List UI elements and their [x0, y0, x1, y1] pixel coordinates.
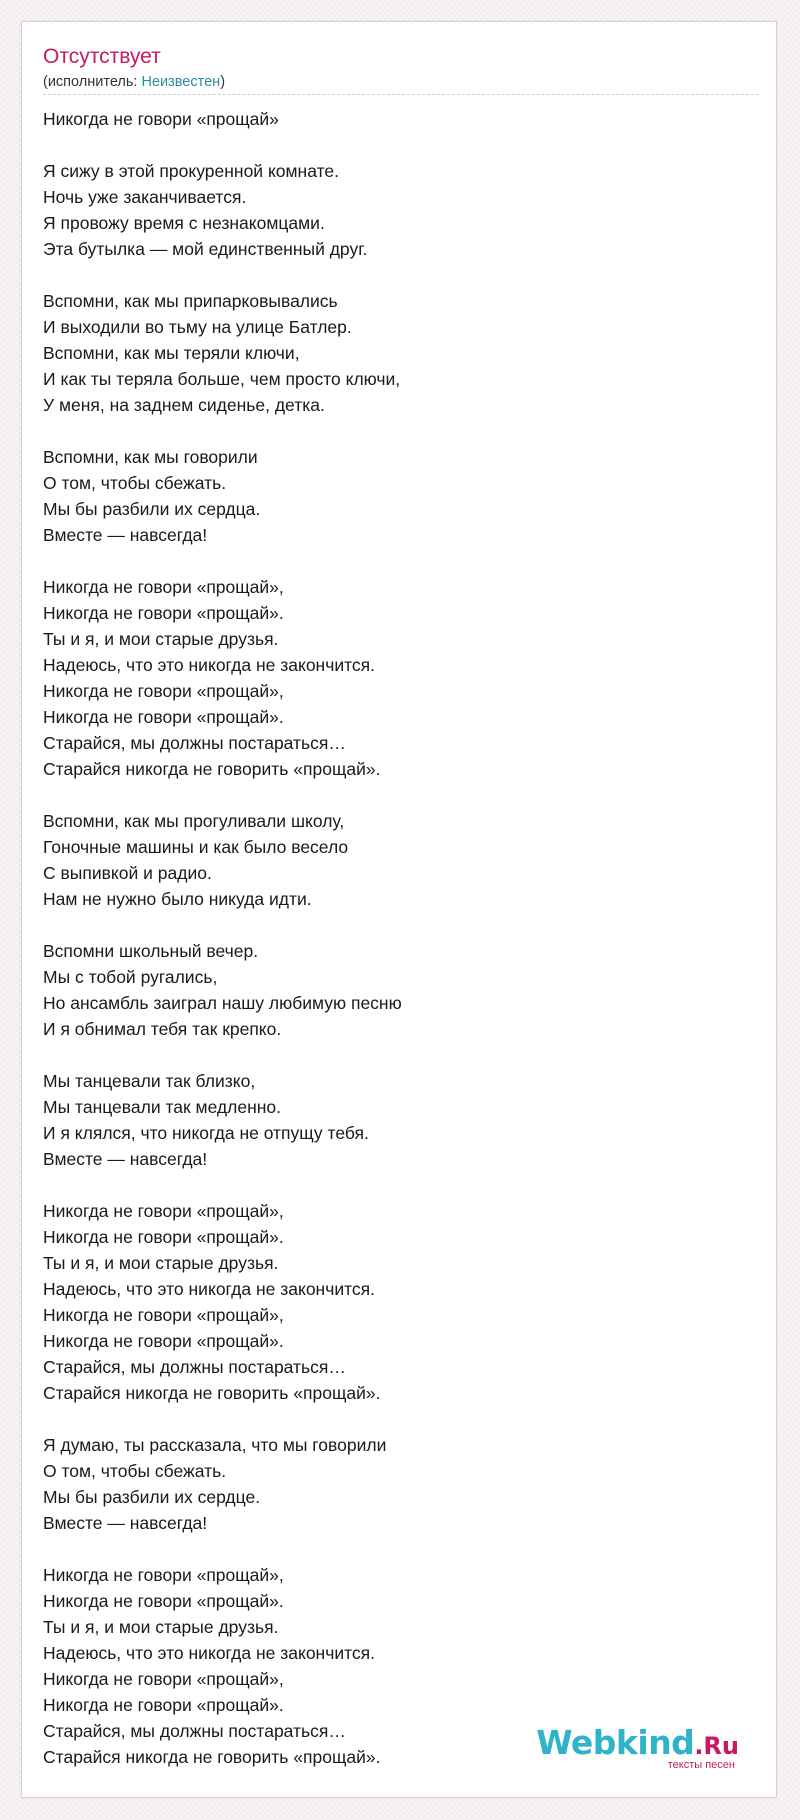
lyric-line: Никогда не говори «прощай».	[43, 1227, 284, 1247]
header-divider	[43, 94, 759, 95]
lyric-line: Никогда не говори «прощай»,	[43, 1201, 284, 1221]
lyric-line: Вспомни, как мы говорили	[43, 447, 258, 467]
lyric-line: И выходили во тьму на улице Батлер.	[43, 317, 352, 337]
lyric-line: И как ты теряла больше, чем просто ключи,	[43, 369, 401, 389]
lyric-line: И я клялся, что никогда не отпущу тебя.	[43, 1123, 369, 1143]
artist-prefix: (исполнитель:	[43, 74, 142, 90]
lyric-line: Ты и я, и мои старые друзья.	[43, 1253, 279, 1273]
lyric-line: Никогда не говори «прощай».	[43, 1331, 284, 1351]
lyric-stanza	[43, 106, 743, 132]
lyric-stanza	[43, 938, 743, 1042]
lyric-line: Вспомни, как мы теряли ключи,	[43, 343, 300, 363]
lyric-line: Вспомни школьный вечер.	[43, 941, 259, 961]
lyric-line: Надеюсь, что это никогда не закончится.	[43, 655, 376, 675]
lyric-line: Я провожу время с незнакомцами.	[43, 213, 325, 233]
lyric-line: Вместе — навсегда!	[43, 525, 208, 545]
lyric-line: У меня, на заднем сиденье, детка.	[43, 395, 325, 415]
lyric-stanza	[43, 574, 743, 782]
lyric-line: Мы танцевали так медленно.	[43, 1097, 282, 1117]
artist-link[interactable]: Неизвестен	[141, 74, 221, 90]
lyric-line: Мы с тобой ругались,	[43, 967, 218, 987]
lyric-line: Никогда не говори «прощай».	[43, 1695, 284, 1715]
lyric-line: Никогда не говори «прощай».	[43, 1591, 284, 1611]
lyric-line: Я думаю, ты рассказала, что мы говорили	[43, 1435, 387, 1455]
logo-tagline: тексты песен	[667, 1759, 735, 1771]
lyric-line: Мы бы разбили их сердце.	[43, 1487, 261, 1507]
lyric-line: Ночь уже заканчивается.	[43, 187, 247, 207]
lyric-line: Вместе — навсегда!	[43, 1149, 208, 1169]
lyric-line: С выпивкой и радио.	[43, 863, 212, 883]
song-title: Отсутствует	[43, 45, 161, 68]
lyric-line: Старайся, мы должны постараться…	[43, 733, 346, 753]
lyric-stanza	[43, 808, 743, 912]
lyric-line: Старайся никогда не говорить «прощай».	[43, 1383, 381, 1403]
lyric-stanza	[43, 1198, 743, 1406]
lyric-line: И я обнимал тебя так крепко.	[43, 1019, 282, 1039]
lyric-line: Никогда не говори «прощай»,	[43, 577, 284, 597]
artist-suffix: )	[220, 74, 226, 90]
lyric-line: Старайся никогда не говорить «прощай».	[43, 759, 381, 779]
artist-line	[43, 74, 225, 91]
lyric-line: Никогда не говори «прощай»,	[43, 681, 284, 701]
lyric-line: Никогда не говори «прощай».	[43, 707, 284, 727]
logo-main-text: Webkind	[536, 1723, 695, 1762]
lyric-line: Мы бы разбили их сердца.	[43, 499, 261, 519]
lyric-stanza	[43, 1432, 743, 1536]
lyric-line: Никогда не говори «прощай»	[43, 109, 279, 129]
lyric-line: Вместе — навсегда!	[43, 1513, 208, 1533]
lyric-stanza	[43, 1068, 743, 1172]
lyric-line: Вспомни, как мы прогуливали школу,	[43, 811, 345, 831]
lyric-line: Ты и я, и мои старые друзья.	[43, 1617, 279, 1637]
lyrics-card	[21, 21, 777, 1798]
lyric-line: Надеюсь, что это никогда не закончится.	[43, 1279, 376, 1299]
lyric-line: Старайся, мы должны постараться…	[43, 1357, 346, 1377]
logo-domain-suffix: .Ru	[694, 1732, 739, 1760]
lyric-line: Мы танцевали так близко,	[43, 1071, 256, 1091]
lyric-line: Надеюсь, что это никогда не закончится.	[43, 1643, 376, 1663]
site-logo[interactable]	[536, 1723, 739, 1771]
lyric-line: О том, чтобы сбежать.	[43, 473, 227, 493]
lyric-line: Нам не нужно было никуда идти.	[43, 889, 312, 909]
lyric-line: О том, чтобы сбежать.	[43, 1461, 227, 1481]
lyric-stanza	[43, 288, 743, 418]
lyric-line: Но ансамбль заиграл нашу любимую песню	[43, 993, 402, 1013]
lyric-line: Гоночные машины и как было весело	[43, 837, 349, 857]
lyric-line: Я сижу в этой прокуренной комнате.	[43, 161, 339, 181]
lyric-line: Никогда не говори «прощай»,	[43, 1565, 284, 1585]
lyric-stanza	[43, 444, 743, 548]
lyric-stanza	[43, 158, 743, 262]
lyric-line: Вспомни, как мы припарковывались	[43, 291, 338, 311]
lyrics-text	[43, 106, 743, 1770]
lyric-line: Старайся, мы должны постараться…	[43, 1721, 346, 1741]
lyric-line: Старайся никогда не говорить «прощай».	[43, 1747, 381, 1767]
lyric-line: Эта бутылка — мой единственный друг.	[43, 239, 368, 259]
lyric-line: Никогда не говори «прощай»,	[43, 1669, 284, 1689]
lyric-line: Никогда не говори «прощай».	[43, 603, 284, 623]
lyric-line: Ты и я, и мои старые друзья.	[43, 629, 279, 649]
lyric-line: Никогда не говори «прощай»,	[43, 1305, 284, 1325]
